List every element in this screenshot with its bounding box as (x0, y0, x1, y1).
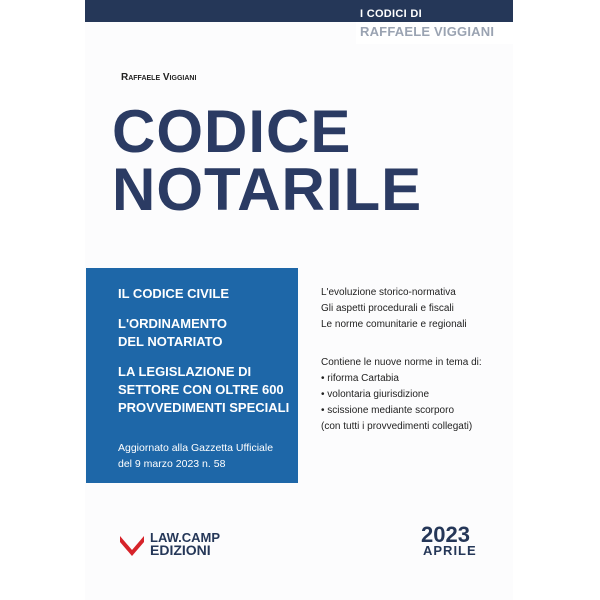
contents-item: • riforma Cartabia (321, 373, 399, 384)
box-item: IL CODICE CIVILE (118, 286, 229, 301)
contents-item: • volontaria giurisdizione (321, 389, 430, 400)
heart-mark-shape (120, 536, 144, 556)
contents-item: (con tutti i provvedimenti collegati) (321, 421, 473, 432)
publisher-name: LAW.CAMP (150, 530, 221, 545)
contents-intro: Contiene le nuove norme in tema di: (321, 357, 482, 368)
title-line-1: CODICE (112, 98, 352, 165)
series-band (85, 0, 513, 22)
box-item: LA LEGISLAZIONE DI (118, 364, 252, 379)
feature-item: Gli aspetti procedurali e fiscali (321, 303, 454, 314)
update-note-line-2: del 9 marzo 2023 n. 58 (118, 458, 226, 470)
series-author: RAFFAELE VIGGIANI (360, 24, 495, 39)
book-title (112, 98, 423, 223)
feature-item: Le norme comunitarie e regionali (321, 319, 467, 330)
edition-year: 2023 (421, 522, 470, 547)
contents-box (86, 268, 298, 483)
series-label: I CODICI DI (360, 8, 422, 20)
author-name: Raffaele Viggiani (121, 72, 197, 83)
spacer (321, 333, 482, 355)
publisher-logo (118, 528, 228, 560)
update-note (118, 440, 273, 472)
box-item: L'ORDINAMENTO (118, 316, 228, 331)
update-note-line-1: Aggiornato alla Gazzetta Ufficiale (118, 442, 274, 454)
features-column (321, 285, 482, 435)
box-item: SETTORE CON OLTRE 600 (118, 382, 284, 397)
title-line-2: NOTARILE (112, 156, 423, 223)
feature-item: L'evoluzione storico-normativa (321, 287, 456, 298)
edition-month: APRILE (423, 543, 477, 558)
box-item: DEL NOTARIATO (118, 334, 223, 349)
heart-mark-icon (118, 532, 146, 558)
contents-item: • scissione mediante scorporo (321, 405, 455, 416)
box-item: PROVVEDIMENTI SPECIALI (118, 400, 290, 415)
publisher-imprint: EDIZIONI (150, 542, 211, 558)
